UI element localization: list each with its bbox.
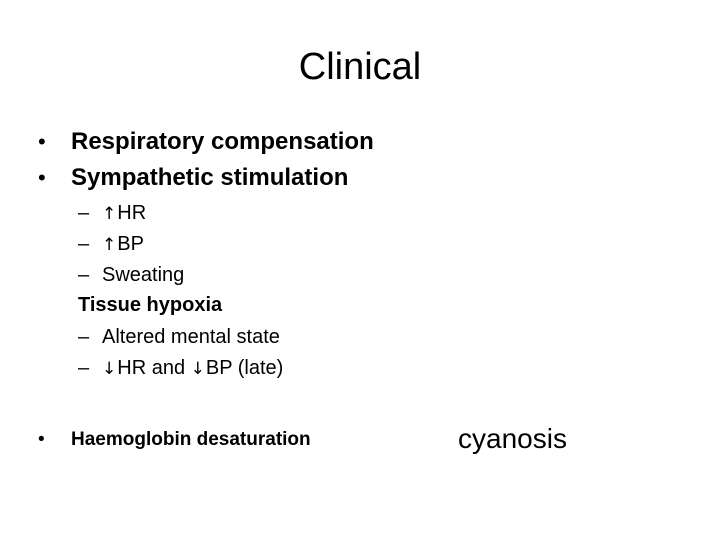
subitem-hr-text: HR [117,202,147,224]
subitem-hr-bp-late [78,352,283,385]
bullet-dot: • [38,165,46,190]
bullet-dot: • [38,429,45,450]
bullet-haemoglobin [0,424,440,456]
dash-glyph: – [78,264,90,286]
dash-glyph: – [78,233,90,255]
subitem-sweating [78,259,184,291]
bullet-haemoglobin-text: Haemoglobin desaturation [71,429,311,450]
bullet-sympathetic [0,162,720,194]
subitem-bp-text: BP [117,233,144,255]
dash-glyph: – [78,357,90,379]
cyanosis-label: cyanosis [458,423,567,454]
subitem-altered-text: Altered mental state [102,326,280,348]
subitem-hr [78,197,146,230]
subitem-sweating-text: Sweating [102,264,185,286]
subitem-hr-and-text: HR and [117,357,191,379]
up-arrow-icon: ↑ [102,204,117,224]
down-arrow-icon: ↓ [102,359,117,379]
dash-glyph: – [78,202,90,224]
slide-title: Clinical [298,46,422,88]
bullet-respiratory-text: Respiratory compensation [71,128,374,155]
subitem-altered-mental [78,321,280,353]
tissue-hypoxia-heading: Tissue hypoxia [78,294,223,316]
bullet-dot: • [38,129,46,154]
subitem-bp-late-text: BP (late) [205,357,284,379]
bullet-respiratory [0,126,720,158]
up-arrow-icon: ↑ [102,235,117,255]
dash-glyph: – [78,326,90,348]
down-arrow-icon: ↓ [190,359,205,379]
bullet-sympathetic-text: Sympathetic stimulation [71,164,349,191]
subitem-bp [78,228,144,261]
